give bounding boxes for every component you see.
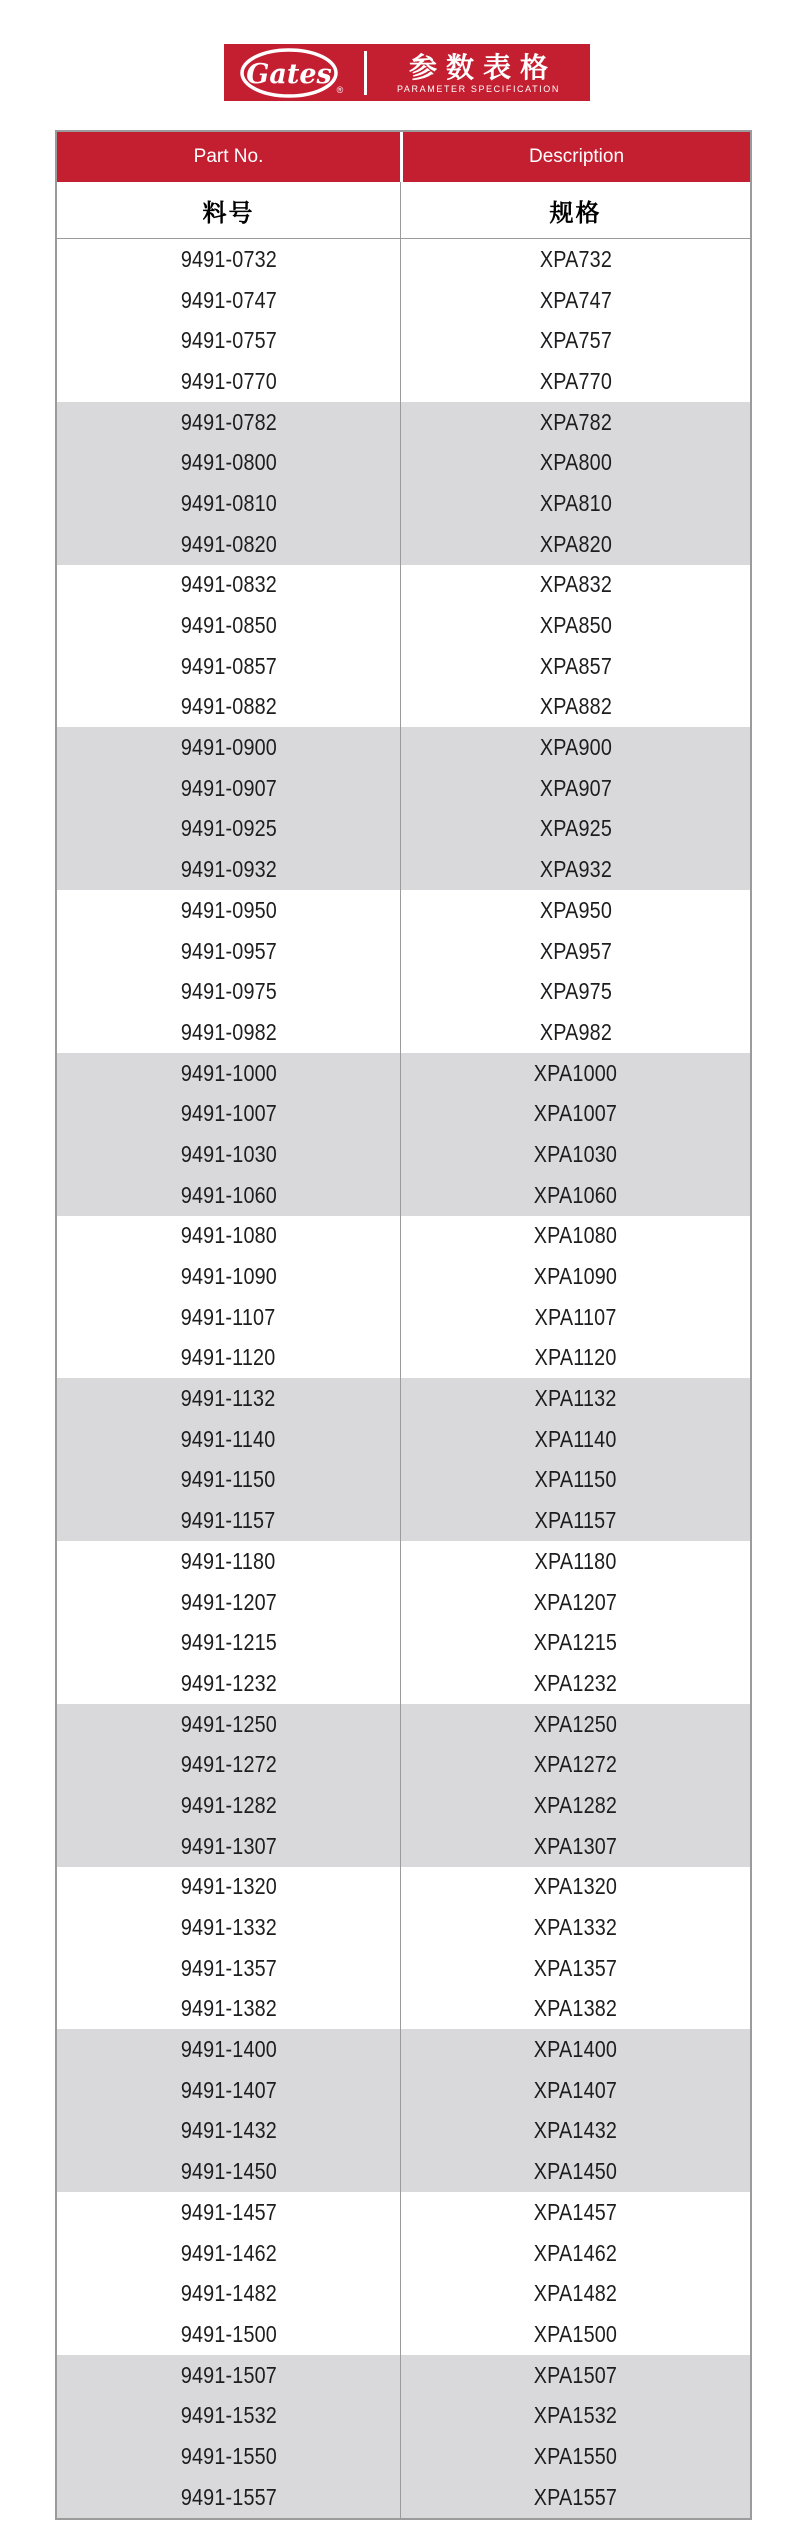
description-cell bbox=[400, 1256, 750, 1297]
description-cell bbox=[400, 1216, 750, 1257]
part-no-text: 9491-0900 bbox=[180, 734, 277, 761]
table-row bbox=[57, 1826, 750, 1867]
table-row bbox=[57, 1948, 750, 1989]
description-cell bbox=[400, 483, 750, 524]
table-row bbox=[57, 1907, 750, 1948]
description-text: XPA850 bbox=[539, 612, 612, 639]
description-text: XPA1382 bbox=[533, 1995, 618, 2022]
part-no-cell bbox=[57, 320, 400, 361]
description-cell bbox=[400, 1419, 750, 1460]
description-cell bbox=[400, 524, 750, 565]
table-row bbox=[57, 565, 750, 606]
part-no-cell bbox=[57, 1785, 400, 1826]
description-text: XPA782 bbox=[539, 408, 612, 435]
part-no-cell bbox=[57, 483, 400, 524]
part-no-text: 9491-0850 bbox=[180, 612, 277, 639]
part-no-text: 9491-0810 bbox=[180, 489, 277, 516]
part-no-cell bbox=[57, 1989, 400, 2030]
part-no-text: 9491-1150 bbox=[181, 1466, 276, 1493]
part-no-cell bbox=[57, 646, 400, 687]
description-cell bbox=[400, 2111, 750, 2152]
description-text: XPA810 bbox=[539, 489, 612, 516]
part-no-cell bbox=[57, 2151, 400, 2192]
part-no-cell bbox=[57, 1622, 400, 1663]
description-cell bbox=[400, 890, 750, 931]
part-no-text: 9491-1140 bbox=[181, 1425, 276, 1452]
description-text: XPA757 bbox=[539, 327, 612, 354]
table-row bbox=[57, 1175, 750, 1216]
description-text: XPA1507 bbox=[533, 2361, 618, 2388]
part-no-cell bbox=[57, 1297, 400, 1338]
description-text: XPA732 bbox=[539, 245, 612, 272]
part-no-cell bbox=[57, 524, 400, 565]
table-row bbox=[57, 2233, 750, 2274]
description-text: XPA1080 bbox=[533, 1222, 618, 1249]
description-cell bbox=[400, 2029, 750, 2070]
table-row bbox=[57, 971, 750, 1012]
description-cell bbox=[400, 605, 750, 646]
table-row bbox=[57, 1582, 750, 1623]
table-row bbox=[57, 2111, 750, 2152]
part-no-cell bbox=[57, 2029, 400, 2070]
part-no-cell bbox=[57, 2070, 400, 2111]
part-no-text: 9491-0882 bbox=[180, 693, 277, 720]
table-row bbox=[57, 1785, 750, 1826]
description-text: XPA800 bbox=[539, 449, 612, 476]
part-no-text: 9491-1507 bbox=[180, 2361, 277, 2388]
part-no-cell bbox=[57, 1053, 400, 1094]
description-cell bbox=[400, 2355, 750, 2396]
description-cell bbox=[400, 1093, 750, 1134]
part-no-text: 9491-0857 bbox=[180, 652, 277, 679]
part-no-cell bbox=[57, 565, 400, 606]
part-no-text: 9491-1407 bbox=[180, 2076, 277, 2103]
description-text: XPA1007 bbox=[533, 1100, 618, 1127]
part-no-text: 9491-0782 bbox=[180, 408, 277, 435]
part-no-cell bbox=[57, 280, 400, 321]
table-row bbox=[57, 2314, 750, 2355]
part-no-cell bbox=[57, 1216, 400, 1257]
table-row bbox=[57, 1460, 750, 1501]
table-row bbox=[57, 2151, 750, 2192]
part-no-text: 9491-1450 bbox=[180, 2158, 277, 2185]
description-cell bbox=[400, 1704, 750, 1745]
part-no-cell bbox=[57, 727, 400, 768]
part-no-cell bbox=[57, 931, 400, 972]
description-text: XPA1180 bbox=[534, 1547, 617, 1574]
table-row bbox=[57, 1216, 750, 1257]
description-text: XPA882 bbox=[539, 693, 612, 720]
table-row bbox=[57, 727, 750, 768]
description-cell bbox=[400, 1907, 750, 1948]
description-text: XPA857 bbox=[539, 652, 612, 679]
description-text: XPA1500 bbox=[533, 2320, 618, 2347]
description-text: XPA747 bbox=[539, 286, 612, 313]
description-text: XPA1332 bbox=[533, 1914, 618, 1941]
description-text: XPA1320 bbox=[533, 1873, 618, 1900]
part-no-text: 9491-1400 bbox=[180, 2036, 277, 2063]
part-no-cell bbox=[57, 1012, 400, 1053]
banner-text bbox=[367, 51, 590, 95]
table-row bbox=[57, 2273, 750, 2314]
table-row bbox=[57, 1867, 750, 1908]
description-cell bbox=[400, 320, 750, 361]
part-no-cell bbox=[57, 1175, 400, 1216]
table-row bbox=[57, 1134, 750, 1175]
table-row bbox=[57, 1704, 750, 1745]
table-row bbox=[57, 687, 750, 728]
banner-title-zh: 参数表格 bbox=[408, 51, 557, 83]
description-cell bbox=[400, 2273, 750, 2314]
description-cell bbox=[400, 1012, 750, 1053]
part-no-text: 9491-0800 bbox=[180, 449, 277, 476]
part-no-text: 9491-0757 bbox=[180, 327, 277, 354]
part-no-cell bbox=[57, 2192, 400, 2233]
part-no-text: 9491-1180 bbox=[181, 1547, 276, 1574]
part-no-cell bbox=[57, 1582, 400, 1623]
table-row bbox=[57, 2436, 750, 2477]
table-row bbox=[57, 2395, 750, 2436]
description-text: XPA1272 bbox=[533, 1751, 618, 1778]
description-text: XPA1132 bbox=[534, 1385, 617, 1412]
part-no-text: 9491-0957 bbox=[180, 937, 277, 964]
part-no-text: 9491-1307 bbox=[180, 1832, 277, 1859]
part-no-cell bbox=[57, 687, 400, 728]
description-cell bbox=[400, 1663, 750, 1704]
table-row bbox=[57, 2070, 750, 2111]
table-row bbox=[57, 483, 750, 524]
description-text: XPA1432 bbox=[533, 2117, 618, 2144]
part-no-cell bbox=[57, 1948, 400, 1989]
part-no-cell bbox=[57, 1541, 400, 1582]
table-row bbox=[57, 2477, 750, 2518]
description-text: XPA820 bbox=[539, 530, 612, 557]
table-header-row-en bbox=[57, 132, 750, 182]
table-row bbox=[57, 1419, 750, 1460]
table-row bbox=[57, 2355, 750, 2396]
table-row bbox=[57, 1256, 750, 1297]
part-no-cell bbox=[57, 1419, 400, 1460]
part-no-text: 9491-1080 bbox=[180, 1222, 277, 1249]
part-no-text: 9491-0770 bbox=[180, 367, 277, 394]
part-no-cell bbox=[57, 890, 400, 931]
table-body bbox=[57, 239, 750, 2518]
description-text: XPA1157 bbox=[534, 1507, 617, 1534]
part-no-text: 9491-0932 bbox=[180, 856, 277, 883]
part-no-text: 9491-1030 bbox=[180, 1140, 277, 1167]
description-text: XPA832 bbox=[539, 571, 612, 598]
gates-logo-reg-mark: ® bbox=[336, 84, 344, 95]
table-row bbox=[57, 931, 750, 972]
part-no-text: 9491-0732 bbox=[180, 245, 277, 272]
part-no-cell bbox=[57, 605, 400, 646]
description-cell bbox=[400, 809, 750, 850]
description-text: XPA1307 bbox=[533, 1832, 618, 1859]
part-no-text: 9491-1215 bbox=[180, 1629, 277, 1656]
part-no-cell bbox=[57, 1663, 400, 1704]
description-text: XPA1030 bbox=[533, 1140, 618, 1167]
description-text: XPA1462 bbox=[533, 2239, 618, 2266]
description-cell bbox=[400, 280, 750, 321]
part-no-cell bbox=[57, 2314, 400, 2355]
part-no-cell bbox=[57, 768, 400, 809]
description-cell bbox=[400, 361, 750, 402]
part-no-cell bbox=[57, 442, 400, 483]
description-text: XPA900 bbox=[539, 734, 612, 761]
table-row bbox=[57, 1012, 750, 1053]
description-text: XPA1482 bbox=[533, 2280, 618, 2307]
gates-logo-icon bbox=[238, 47, 350, 99]
brand-banner bbox=[224, 44, 590, 101]
part-no-cell bbox=[57, 2111, 400, 2152]
description-cell bbox=[400, 2477, 750, 2518]
part-no-text: 9491-1382 bbox=[180, 1995, 277, 2022]
table-row bbox=[57, 1378, 750, 1419]
table-row bbox=[57, 1093, 750, 1134]
description-cell bbox=[400, 2395, 750, 2436]
description-cell bbox=[400, 1622, 750, 1663]
part-no-text: 9491-0950 bbox=[180, 896, 277, 923]
part-no-text: 9491-1007 bbox=[180, 1100, 277, 1127]
part-no-text: 9491-1320 bbox=[180, 1873, 277, 1900]
table-row bbox=[57, 239, 750, 280]
description-text: XPA982 bbox=[539, 1018, 612, 1045]
description-cell bbox=[400, 1297, 750, 1338]
part-no-text: 9491-1157 bbox=[181, 1507, 276, 1534]
description-cell bbox=[400, 1867, 750, 1908]
description-text: XPA1150 bbox=[534, 1466, 617, 1493]
part-no-text: 9491-0747 bbox=[180, 286, 277, 313]
table-row bbox=[57, 809, 750, 850]
part-no-text: 9491-0907 bbox=[180, 774, 277, 801]
table-row bbox=[57, 2192, 750, 2233]
description-cell bbox=[400, 687, 750, 728]
table-row bbox=[57, 646, 750, 687]
part-no-text: 9491-1462 bbox=[180, 2239, 277, 2266]
description-cell bbox=[400, 1460, 750, 1501]
part-no-cell bbox=[57, 1338, 400, 1379]
table-row bbox=[57, 1338, 750, 1379]
part-no-cell bbox=[57, 2355, 400, 2396]
description-cell bbox=[400, 1785, 750, 1826]
table-row bbox=[57, 1541, 750, 1582]
description-text: XPA1450 bbox=[533, 2158, 618, 2185]
description-cell bbox=[400, 971, 750, 1012]
part-no-cell bbox=[57, 849, 400, 890]
description-text: XPA1215 bbox=[533, 1629, 618, 1656]
part-no-text: 9491-1232 bbox=[180, 1669, 277, 1696]
column-header-part-no-zh: 料号 bbox=[202, 199, 255, 227]
table-row bbox=[57, 1053, 750, 1094]
description-cell bbox=[400, 239, 750, 280]
description-text: XPA907 bbox=[539, 774, 612, 801]
description-cell bbox=[400, 402, 750, 443]
column-header-description: Description bbox=[400, 132, 750, 182]
part-no-cell bbox=[57, 809, 400, 850]
description-cell bbox=[400, 2436, 750, 2477]
description-text: XPA1232 bbox=[533, 1669, 618, 1696]
description-cell bbox=[400, 1175, 750, 1216]
part-no-text: 9491-1432 bbox=[180, 2117, 277, 2144]
description-text: XPA975 bbox=[539, 978, 612, 1005]
banner-subtitle-en: PARAMETER SPECIFICATION bbox=[397, 83, 560, 94]
description-cell bbox=[400, 1338, 750, 1379]
description-cell bbox=[400, 2070, 750, 2111]
part-no-cell bbox=[57, 2436, 400, 2477]
part-no-cell bbox=[57, 2233, 400, 2274]
description-text: XPA770 bbox=[539, 367, 612, 394]
description-cell bbox=[400, 1744, 750, 1785]
table-row bbox=[57, 605, 750, 646]
description-cell bbox=[400, 646, 750, 687]
part-no-text: 9491-1457 bbox=[180, 2198, 277, 2225]
part-no-cell bbox=[57, 402, 400, 443]
part-no-text: 9491-1207 bbox=[180, 1588, 277, 1615]
description-cell bbox=[400, 2233, 750, 2274]
description-text: XPA1282 bbox=[533, 1791, 618, 1818]
table-row bbox=[57, 768, 750, 809]
part-no-text: 9491-1060 bbox=[180, 1181, 277, 1208]
table-row bbox=[57, 1744, 750, 1785]
description-text: XPA1107 bbox=[534, 1303, 617, 1330]
description-cell bbox=[400, 442, 750, 483]
description-cell bbox=[400, 1378, 750, 1419]
part-no-cell bbox=[57, 1704, 400, 1745]
part-no-text: 9491-1332 bbox=[180, 1914, 277, 1941]
part-no-cell bbox=[57, 2477, 400, 2518]
table-row bbox=[57, 361, 750, 402]
description-cell bbox=[400, 727, 750, 768]
description-text: XPA1140 bbox=[534, 1425, 617, 1452]
description-text: XPA925 bbox=[539, 815, 612, 842]
table-row bbox=[57, 442, 750, 483]
description-text: XPA1557 bbox=[533, 2483, 618, 2510]
description-cell bbox=[400, 1053, 750, 1094]
description-cell bbox=[400, 1541, 750, 1582]
table-row bbox=[57, 1663, 750, 1704]
part-no-text: 9491-1550 bbox=[180, 2442, 277, 2469]
description-text: XPA1457 bbox=[533, 2198, 618, 2225]
table-row bbox=[57, 524, 750, 565]
description-text: XPA1550 bbox=[533, 2442, 618, 2469]
table-row bbox=[57, 1500, 750, 1541]
table-row bbox=[57, 849, 750, 890]
table-row bbox=[57, 402, 750, 443]
table-row bbox=[57, 2029, 750, 2070]
part-no-text: 9491-1000 bbox=[180, 1059, 277, 1086]
part-no-cell bbox=[57, 1500, 400, 1541]
part-no-text: 9491-1090 bbox=[180, 1263, 277, 1290]
part-no-cell bbox=[57, 2273, 400, 2314]
part-no-text: 9491-1272 bbox=[180, 1751, 277, 1778]
part-no-cell bbox=[57, 1744, 400, 1785]
part-no-cell bbox=[57, 1826, 400, 1867]
column-header-description-zh: 规格 bbox=[400, 182, 750, 238]
parameter-spec-table bbox=[55, 130, 752, 2520]
description-cell bbox=[400, 1500, 750, 1541]
description-cell bbox=[400, 2314, 750, 2355]
description-cell bbox=[400, 1948, 750, 1989]
table-row bbox=[57, 1622, 750, 1663]
description-cell bbox=[400, 849, 750, 890]
part-no-text: 9491-1250 bbox=[180, 1710, 277, 1737]
part-no-cell bbox=[57, 2395, 400, 2436]
part-no-cell bbox=[57, 1907, 400, 1948]
column-header-part-no: Part No. bbox=[193, 146, 264, 167]
description-text: XPA1090 bbox=[533, 1263, 618, 1290]
description-text: XPA1407 bbox=[533, 2076, 618, 2103]
table-row bbox=[57, 320, 750, 361]
part-no-text: 9491-0982 bbox=[180, 1018, 277, 1045]
part-no-text: 9491-1532 bbox=[180, 2402, 277, 2429]
part-no-text: 9491-1282 bbox=[180, 1791, 277, 1818]
description-text: XPA957 bbox=[539, 937, 612, 964]
part-no-cell bbox=[57, 1093, 400, 1134]
part-no-cell bbox=[57, 1867, 400, 1908]
description-text: XPA1120 bbox=[534, 1344, 617, 1371]
part-no-text: 9491-1482 bbox=[180, 2280, 277, 2307]
description-text: XPA950 bbox=[539, 896, 612, 923]
description-text: XPA1000 bbox=[533, 1059, 618, 1086]
part-no-cell bbox=[57, 971, 400, 1012]
description-text: XPA1532 bbox=[533, 2402, 618, 2429]
description-cell bbox=[400, 1134, 750, 1175]
description-text: XPA932 bbox=[539, 856, 612, 883]
gates-logo bbox=[224, 44, 364, 101]
part-no-cell bbox=[57, 1460, 400, 1501]
description-text: XPA1357 bbox=[533, 1954, 618, 1981]
description-cell bbox=[400, 1582, 750, 1623]
part-no-text: 9491-0832 bbox=[180, 571, 277, 598]
description-cell bbox=[400, 2192, 750, 2233]
table-row bbox=[57, 890, 750, 931]
part-no-text: 9491-1120 bbox=[181, 1344, 276, 1371]
part-no-text: 9491-0925 bbox=[180, 815, 277, 842]
part-no-cell bbox=[57, 1256, 400, 1297]
table-row bbox=[57, 1989, 750, 2030]
part-no-cell bbox=[57, 1378, 400, 1419]
table-header-row-zh bbox=[57, 182, 750, 239]
part-no-text: 9491-1500 bbox=[180, 2320, 277, 2347]
part-no-text: 9491-1357 bbox=[180, 1954, 277, 1981]
description-text: XPA1250 bbox=[533, 1710, 618, 1737]
table-row bbox=[57, 280, 750, 321]
part-no-cell bbox=[57, 361, 400, 402]
description-cell bbox=[400, 1826, 750, 1867]
part-no-cell bbox=[57, 239, 400, 280]
part-no-text: 9491-1132 bbox=[181, 1385, 276, 1412]
gates-logo-text: Gates bbox=[246, 58, 332, 90]
part-no-text: 9491-1107 bbox=[181, 1303, 276, 1330]
description-cell bbox=[400, 1989, 750, 2030]
description-text: XPA1207 bbox=[533, 1588, 618, 1615]
description-text: XPA1400 bbox=[533, 2036, 618, 2063]
description-text: XPA1060 bbox=[533, 1181, 618, 1208]
description-cell bbox=[400, 565, 750, 606]
description-cell bbox=[400, 931, 750, 972]
description-cell bbox=[400, 2151, 750, 2192]
description-cell bbox=[400, 768, 750, 809]
part-no-text: 9491-1557 bbox=[180, 2483, 277, 2510]
part-no-text: 9491-0975 bbox=[180, 978, 277, 1005]
part-no-cell bbox=[57, 1134, 400, 1175]
table-row bbox=[57, 1297, 750, 1338]
part-no-text: 9491-0820 bbox=[180, 530, 277, 557]
